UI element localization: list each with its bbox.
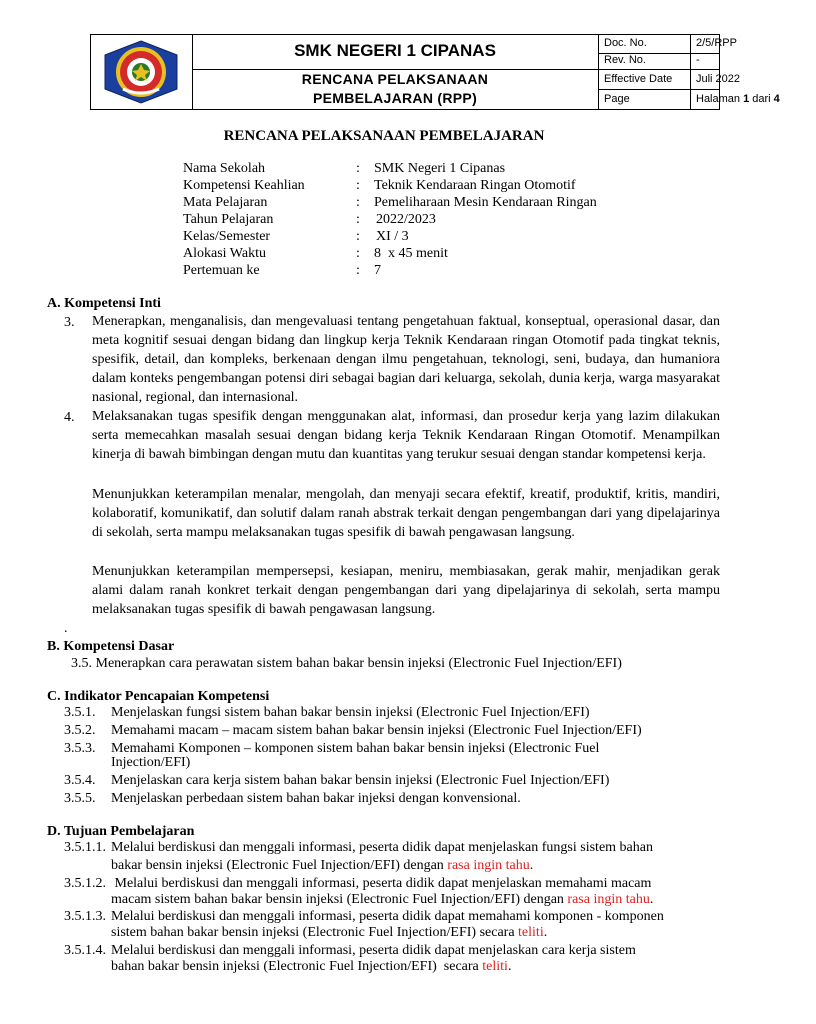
identity-label: Mata Pelajaran	[183, 195, 268, 210]
page-title: RENCANA PELAKSANAAN PEMBELAJARAN	[223, 128, 545, 144]
page-label: Page	[604, 93, 630, 105]
identity-colon: :	[356, 229, 360, 244]
indicator-text: Memahami macam – macam sistem bahan bakar bensin injeksi (Electronic Fuel Injection/EFI)	[111, 723, 642, 738]
objective-text-continued: bahan bakar bensin injeksi (Electronic Fuel Injection/EFI) secara teliti.	[111, 959, 512, 974]
ki-item-4-paragraph-2: Menunjukkan keterampilan menalar, mengolah, dan menyaji secara efektif, kreatif, produktif, kritis, mandiri, kolaboratif, komunikatif, dan solutif dalam ranah abstrak terkait dengan pengembangan dari yang dipelajarinya di sekolah, serta mampu melaksanakan tugas spesifik di bawah pengawasan langsung.	[92, 487, 720, 540]
character-value-highlight: rasa ingin tahu	[567, 892, 650, 907]
objective-text-continued: sistem bahan bakar bensin injeksi (Electronic Fuel Injection/EFI) secara teliti.	[111, 925, 548, 940]
objective-text: Melalui berdiskusi dan menggali informasi, peserta didik dapat menjelaskan memahami macam	[111, 876, 652, 891]
objective-number: 3.5.1.1.	[64, 840, 106, 855]
identity-value: XI / 3	[376, 229, 409, 244]
effective-date-label: Effective Date	[604, 73, 673, 85]
indicator-number: 3.5.4.	[64, 773, 96, 788]
school-logo-icon	[91, 35, 192, 109]
identity-value: 8 x 45 menit	[374, 246, 448, 261]
school-name: SMK NEGERI 1 CIPANAS	[294, 41, 496, 60]
indicator-text-continued: Injection/EFI)	[111, 755, 191, 770]
character-value-highlight: teliti	[518, 925, 544, 940]
ki-item-4-paragraph-3: Menunjukkan keterampilan mempersepsi, kesiapan, meniru, membiasakan, gerak mahir, menjadikan gerak alami dalam ranah konkret terkait dengan pengembangan dari yang dipelajarinya di sekolah, serta mampu melaksanakan tugas spesifik di bawah pengawasan langsung.	[92, 564, 720, 617]
stray-dot: .	[64, 621, 68, 636]
identity-colon: :	[356, 246, 360, 261]
objective-text: Melalui berdiskusi dan menggali informasi, peserta didik dapat menjelaskan fungsi sistem bahan	[111, 840, 653, 855]
identity-label: Nama Sekolah	[183, 161, 266, 176]
page-total: 4	[773, 93, 780, 105]
indicator-text: Menjelaskan fungsi sistem bahan bakar bensin injeksi (Electronic Fuel Injection/EFI)	[111, 705, 590, 720]
objective-text-continued: bakar bensin injeksi (Electronic Fuel Injection/EFI) dengan rasa ingin tahu.	[111, 858, 534, 873]
indicator-text: Memahami Komponen – komponen sistem bahan bakar bensin injeksi (Electronic Fuel	[111, 741, 600, 756]
identity-value: 2022/2023	[376, 212, 436, 227]
identity-label: Kelas/Semester	[183, 229, 271, 244]
identity-colon: :	[356, 263, 360, 278]
objective-number: 3.5.1.3.	[64, 909, 106, 924]
document-title-line2: PEMBELAJARAN (RPP)	[312, 90, 478, 106]
page-number: 1	[743, 93, 750, 105]
objective-text: Melalui berdiskusi dan menggali informasi, peserta didik dapat menjelaskan cara kerja sistem	[111, 943, 636, 958]
effective-date-value: Juli 2022	[696, 73, 741, 85]
indicator-number: 3.5.3.	[64, 741, 96, 756]
rev-no-label: Rev. No.	[604, 54, 646, 66]
identity-value: Pemeliharaan Mesin Kendaraan Ringan	[374, 195, 597, 210]
identity-value: 7	[374, 263, 381, 278]
identity-colon: :	[356, 161, 360, 176]
document-header	[90, 34, 780, 110]
section-b-heading: B. Kompetensi Dasar	[47, 639, 175, 654]
objective-number: 3.5.1.4.	[64, 943, 106, 958]
objective-number: 3.5.1.2.	[64, 876, 106, 891]
identity-value: Teknik Kendaraan Ringan Otomotif	[374, 178, 576, 193]
identity-colon: :	[356, 212, 360, 227]
identity-colon: :	[356, 195, 360, 210]
indicator-text: Menjelaskan cara kerja sistem bahan bakar bensin injeksi (Electronic Fuel Injection/EFI)	[111, 773, 610, 788]
identity-label: Kompetensi Keahlian	[183, 178, 305, 193]
page-value: Halaman 1 dari 4	[696, 93, 780, 105]
rev-no-value: -	[696, 54, 700, 66]
identity-label: Alokasi Waktu	[183, 246, 266, 261]
character-value-highlight: teliti	[482, 959, 508, 974]
doc-no-label: Doc. No.	[604, 37, 647, 49]
ki-item-number: 3.	[64, 315, 75, 330]
document-title-cell	[192, 69, 599, 109]
indicator-number: 3.5.1.	[64, 705, 96, 720]
identity-colon: :	[356, 178, 360, 193]
objective-text-continued: macam sistem bahan bakar bensin injeksi (Electronic Fuel Injection/EFI) dengan rasa ingin tahu.	[111, 892, 654, 907]
logo-cell	[91, 35, 193, 109]
identity-label: Tahun Pelajaran	[183, 212, 274, 227]
school-name-cell	[192, 35, 599, 70]
character-value-highlight: rasa ingin tahu	[447, 858, 530, 873]
section-a-heading: A. Kompetensi Inti	[47, 296, 161, 311]
ki-item-number: 4.	[64, 410, 75, 425]
identity-value: SMK Negeri 1 Cipanas	[374, 161, 506, 176]
indicator-number: 3.5.2.	[64, 723, 96, 738]
section-c-heading: C. Indikator Pencapaian Kompetensi	[47, 689, 270, 704]
identity-label: Pertemuan ke	[183, 263, 260, 278]
ki-item-3-text: Menerapkan, menganalisis, dan mengevaluasi tentang pengetahuan faktual, konseptual, operasional dasar, dan meta kognitif sesuai dengan bidang dan lingkup kerja Teknik Kendaraan ringan Otomotif pada tingkat teknis, spesifik, detail, dan kompleks, berkenaan dengan ilmu pengetahuan, teknologi, seni, budaya, dan humaniora dalam konteks pengembangan potensi diri sebagai bagian dari keluarga, sekolah, dunia kerja, warga masyarakat nasional, regional, dan internasional.	[92, 314, 720, 405]
document-title-line1: RENCANA PELAKSANAAN	[301, 71, 489, 87]
indicator-number: 3.5.5.	[64, 791, 96, 806]
ki-item-4-paragraph-1: Melaksanakan tugas spesifik dengan menggunakan alat, informasi, dan prosedur kerja yang lazim dilakukan serta memecahkan masalah sesuai dengan bidang kerja Teknik Kendaraan Ringan Otomotif. Menampilkan kinerja di bawah bimbingan dengan mutu dan kuantitas yang terukur sesuai dengan standar kompetensi kerja.	[92, 409, 720, 462]
section-d-heading: D. Tujuan Pembelajaran	[47, 824, 195, 839]
doc-no-value: 2/5/RPP	[696, 37, 737, 49]
indicator-text: Menjelaskan perbedaan sistem bahan bakar injeksi dengan konvensional.	[111, 791, 521, 806]
objective-text: Melalui berdiskusi dan menggali informasi, peserta didik dapat memahami komponen - komponen	[111, 909, 664, 924]
kd-text: 3.5. Menerapkan cara perawatan sistem bahan bakar bensin injeksi (Electronic Fuel Injection/EFI)	[71, 656, 622, 671]
